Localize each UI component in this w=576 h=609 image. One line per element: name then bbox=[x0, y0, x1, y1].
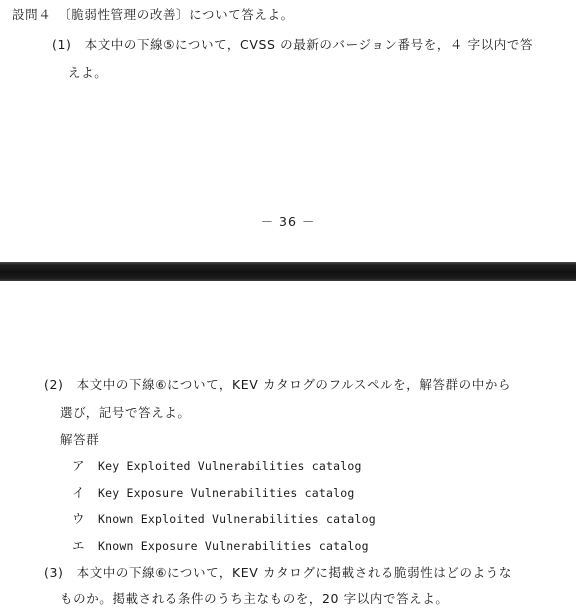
answer-choice-i bbox=[72, 485, 354, 501]
choice-mark: ア bbox=[72, 458, 85, 473]
choice-mark: ウ bbox=[72, 511, 85, 526]
choice-text: Known Exploited Vulnerabilities catalog bbox=[98, 512, 376, 526]
answer-choice-u bbox=[72, 511, 376, 527]
page-separator bbox=[0, 262, 576, 281]
sub-question-3-line-2: ものか。掲載される条件のうち主なものを，20 字以内で答えよ。 bbox=[60, 591, 449, 606]
sub-question-1-line-2: えよ。 bbox=[68, 65, 108, 80]
sub-question-3-line-1: (3) 本文中の下線⑥について，KEV カタログに掲載される脆弱性はどのような bbox=[44, 565, 512, 580]
answer-choice-e bbox=[72, 538, 369, 554]
choice-mark: エ bbox=[72, 538, 85, 553]
answer-choice-a bbox=[72, 458, 362, 474]
choice-text: Key Exposure Vulnerabilities catalog bbox=[98, 486, 355, 500]
exam-page-top bbox=[0, 0, 576, 262]
answer-group-label: 解答群 bbox=[60, 432, 100, 447]
question-heading: 設問４ 〔脆弱性管理の改善〕について答えよ。 bbox=[12, 7, 294, 22]
sub-question-1-line-1: (1) 本文中の下線⑤について，CVSS の最新のバージョン番号を，４ 字以内で答 bbox=[52, 37, 534, 52]
choice-text: Key Exploited Vulnerabilities catalog bbox=[98, 459, 362, 473]
sub-question-2-line-1: (2) 本文中の下線⑥について，KEV カタログのフルスペルを，解答群の中から bbox=[44, 377, 512, 392]
sub-question-2-line-2: 選び，記号で答えよ。 bbox=[60, 405, 191, 420]
choice-text: Known Exposure Vulnerabilities catalog bbox=[98, 539, 369, 553]
page-number: － 36 － bbox=[260, 214, 316, 229]
choice-mark: イ bbox=[72, 485, 85, 500]
